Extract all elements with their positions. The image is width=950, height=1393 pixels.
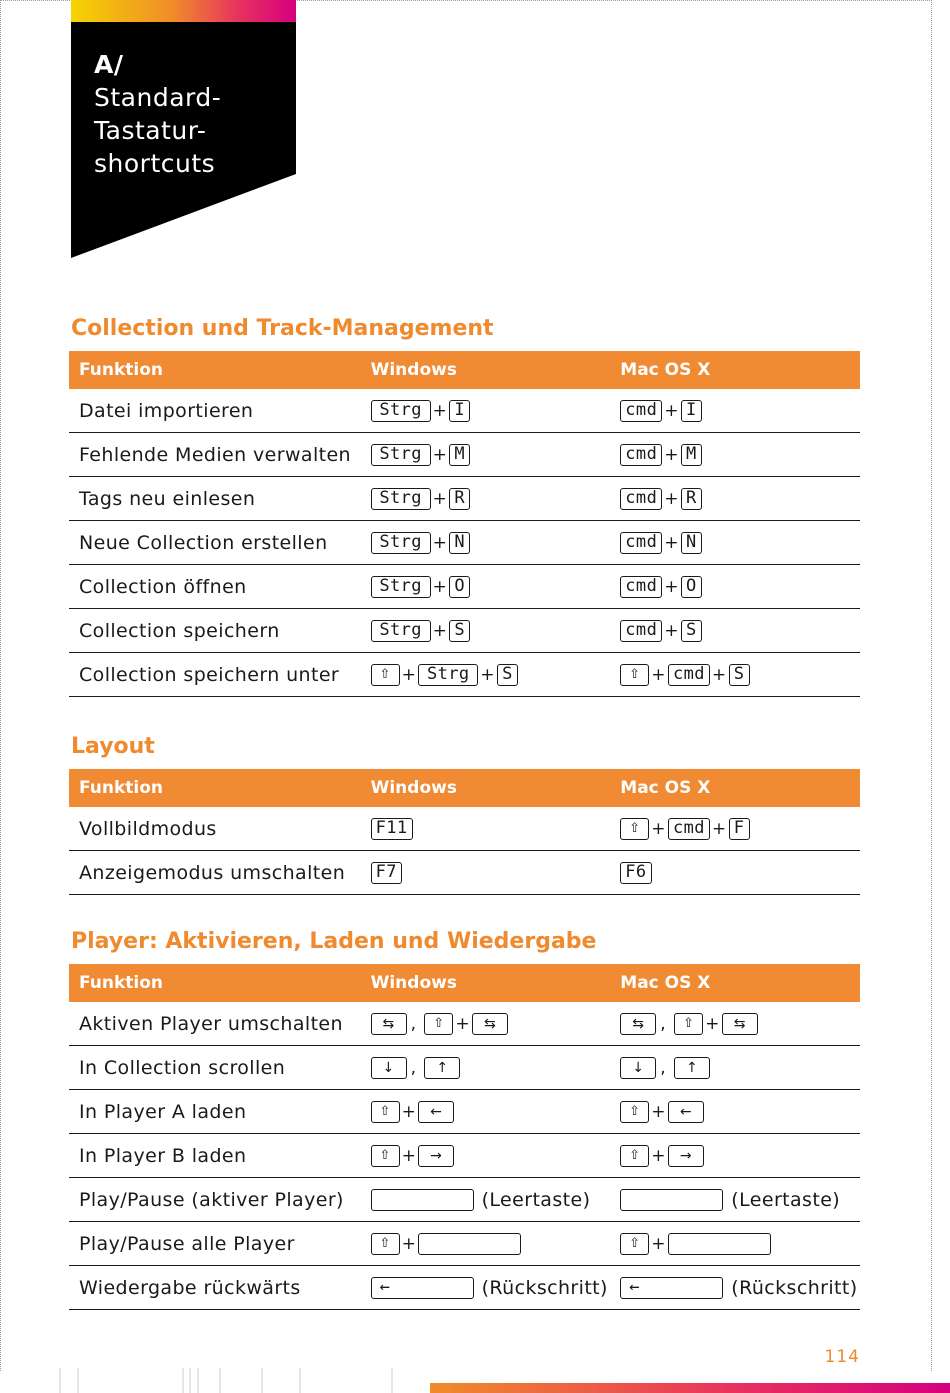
section — [69, 733, 860, 895]
table-row — [69, 433, 860, 477]
keyboard-key: Strg — [371, 400, 431, 422]
keyboard-key: Strg — [371, 444, 431, 466]
chapter-title-line: Standard- — [94, 83, 222, 112]
function-label: Anzeigemodus umschalten — [79, 861, 346, 884]
windows-shortcut — [361, 664, 611, 686]
comma-separator: , — [410, 1013, 417, 1034]
plus-sign: + — [711, 664, 727, 685]
tab-icon: ⇆ — [382, 1015, 395, 1032]
chapter-title — [94, 48, 221, 180]
crop-marks — [0, 1368, 430, 1393]
shift-key — [620, 1101, 649, 1123]
plus-sign: + — [432, 400, 448, 421]
plus-sign: + — [401, 664, 417, 685]
section-title: Collection und Track-Management — [71, 316, 494, 341]
key-note: (Rückschritt) — [481, 1276, 608, 1299]
shift-key — [620, 1233, 649, 1255]
keyboard-key: S — [681, 620, 702, 642]
windows-shortcut — [361, 1101, 611, 1123]
keyboard-key: Strg — [371, 576, 431, 598]
windows-shortcut — [361, 1013, 611, 1035]
shift-icon: ⇧ — [433, 1016, 445, 1031]
function-label: Collection speichern unter — [79, 663, 340, 686]
arrow-key — [668, 1145, 704, 1167]
shift-key — [620, 664, 649, 686]
tab-key — [371, 1013, 407, 1035]
shift-icon: ⇧ — [379, 1148, 391, 1163]
shift-key — [371, 1233, 400, 1255]
function-label: In Collection scrollen — [79, 1056, 286, 1079]
shift-icon: ⇧ — [379, 1104, 391, 1119]
section-title: Player: Aktivieren, Laden und Wiedergabe — [71, 929, 597, 954]
function-label: In Player A laden — [79, 1100, 247, 1123]
keyboard-key: Strg — [371, 488, 431, 510]
chapter-title-line: Tastatur- — [94, 116, 207, 145]
windows-shortcut — [361, 818, 611, 840]
plus-sign: + — [432, 532, 448, 553]
windows-shortcut — [361, 620, 611, 642]
function-label: Aktiven Player umschalten — [79, 1012, 343, 1035]
mac-shortcut — [610, 1013, 860, 1035]
keyboard-key: F7 — [371, 862, 402, 884]
down-arrow-icon: ↓ — [632, 1059, 645, 1076]
keyboard-key: cmd — [668, 664, 710, 686]
mac-shortcut — [610, 1057, 860, 1079]
chapter-letter: A/ — [94, 50, 124, 79]
windows-shortcut — [361, 400, 611, 422]
arrow-key — [418, 1145, 454, 1167]
plus-sign: + — [432, 576, 448, 597]
right-arrow-icon: → — [679, 1147, 693, 1164]
plus-sign: + — [651, 1233, 666, 1254]
mac-shortcut — [610, 400, 860, 422]
column-header-windows: Windows — [370, 973, 457, 993]
section — [69, 928, 860, 1310]
shift-icon: ⇧ — [629, 1236, 641, 1251]
comma-separator: , — [410, 1057, 417, 1078]
plus-sign: + — [705, 1013, 720, 1034]
function-label: Datei importieren — [79, 399, 254, 422]
plus-sign: + — [651, 818, 666, 839]
tab-icon: ⇆ — [483, 1015, 497, 1032]
key-note: (Rückschritt) — [731, 1276, 858, 1299]
keyboard-key: F6 — [620, 862, 651, 884]
plus-sign: + — [432, 620, 448, 641]
left-arrow-icon: ← — [679, 1103, 693, 1120]
keyboard-key: S — [729, 664, 750, 686]
keyboard-key: cmd — [620, 532, 662, 554]
keyboard-key: cmd — [620, 620, 662, 642]
windows-shortcut — [361, 444, 611, 466]
keyboard-key: cmd — [620, 576, 662, 598]
keyboard-key: F — [729, 818, 750, 840]
plus-sign: + — [432, 488, 448, 509]
plus-sign: + — [480, 664, 495, 685]
plus-sign: + — [664, 576, 679, 597]
table-row — [69, 477, 860, 521]
mac-shortcut — [610, 576, 860, 598]
keyboard-key: cmd — [620, 400, 662, 422]
table-row — [69, 1046, 860, 1090]
table-row — [69, 1222, 860, 1266]
table-header — [69, 964, 860, 1002]
function-label: Vollbildmodus — [79, 817, 217, 840]
arrow-key — [371, 1057, 407, 1079]
windows-shortcut — [361, 1145, 611, 1167]
shift-icon: ⇧ — [629, 1104, 641, 1119]
shift-key — [371, 664, 400, 686]
tab-key — [620, 1013, 656, 1035]
space-key — [668, 1233, 771, 1255]
function-label: Wiedergabe rückwärts — [79, 1276, 301, 1299]
function-label: Play/Pause alle Player — [79, 1232, 295, 1255]
left-arrow-icon: ← — [379, 1277, 391, 1297]
keyboard-key: I — [449, 400, 470, 422]
plus-sign: + — [651, 664, 666, 685]
shift-icon: ⇧ — [629, 821, 641, 836]
table-row — [69, 609, 860, 653]
column-header-windows: Windows — [370, 778, 457, 798]
keyboard-key: R — [449, 488, 470, 510]
keyboard-key: S — [449, 620, 470, 642]
mac-shortcut — [610, 1189, 860, 1211]
plus-sign: + — [455, 1013, 471, 1034]
keyboard-key: Strg — [371, 532, 431, 554]
bottom-gradient-bar — [430, 1383, 950, 1393]
mac-shortcut — [610, 444, 860, 466]
mac-shortcut — [610, 1277, 860, 1299]
section-title: Layout — [71, 734, 155, 759]
up-arrow-icon: ↑ — [436, 1059, 449, 1076]
space-key — [620, 1189, 723, 1211]
shift-icon: ⇧ — [682, 1016, 695, 1031]
key-note: (Leertaste) — [481, 1188, 591, 1211]
shift-icon: ⇧ — [379, 667, 391, 682]
plus-sign: + — [711, 818, 727, 839]
comma-separator: , — [660, 1057, 667, 1078]
keyboard-key: Strg — [418, 664, 478, 686]
arrow-key — [424, 1057, 460, 1079]
plus-sign: + — [401, 1233, 417, 1254]
page-number: 114 — [824, 1347, 860, 1367]
table-row — [69, 851, 860, 895]
plus-sign: + — [664, 444, 679, 465]
column-header-funktion: Funktion — [79, 360, 164, 380]
table-row — [69, 565, 860, 609]
shift-key — [371, 1145, 400, 1167]
windows-shortcut — [361, 532, 611, 554]
table-row — [69, 1002, 860, 1046]
keyboard-key: N — [681, 532, 702, 554]
column-header-windows: Windows — [370, 360, 457, 380]
table-row — [69, 807, 860, 851]
tab-icon: ⇆ — [632, 1015, 645, 1032]
arrow-key — [674, 1057, 710, 1079]
table-header — [69, 351, 860, 389]
table-header — [69, 769, 860, 807]
comma-separator: , — [660, 1013, 667, 1034]
space-key — [371, 1189, 474, 1211]
mac-shortcut — [610, 532, 860, 554]
mac-shortcut — [610, 664, 860, 686]
mac-shortcut — [610, 1101, 860, 1123]
mac-shortcut — [610, 862, 860, 884]
plus-sign: + — [401, 1145, 417, 1166]
mac-shortcut — [610, 620, 860, 642]
mac-shortcut — [610, 488, 860, 510]
keyboard-key: S — [497, 664, 518, 686]
mac-shortcut — [610, 1145, 860, 1167]
keyboard-key: M — [449, 444, 470, 466]
windows-shortcut — [361, 1057, 611, 1079]
table-row — [69, 521, 860, 565]
left-arrow-icon: ← — [629, 1277, 640, 1297]
function-label: Collection öffnen — [79, 575, 247, 598]
column-header-mac: Mac OS X — [620, 778, 711, 798]
keyboard-key: N — [449, 532, 470, 554]
arrow-key — [620, 1057, 656, 1079]
keyboard-key: Strg — [371, 620, 431, 642]
function-label: Neue Collection erstellen — [79, 531, 328, 554]
plus-sign: + — [651, 1101, 666, 1122]
tab-key — [472, 1013, 508, 1035]
table-row — [69, 389, 860, 433]
table-row — [69, 1178, 860, 1222]
keyboard-key: O — [449, 576, 470, 598]
windows-shortcut — [361, 1277, 611, 1299]
column-header-funktion: Funktion — [79, 778, 164, 798]
windows-shortcut — [361, 576, 611, 598]
column-header-mac: Mac OS X — [620, 973, 711, 993]
backspace-key — [620, 1277, 723, 1299]
mac-shortcut — [610, 818, 860, 840]
shift-key — [620, 818, 649, 840]
keyboard-key: M — [681, 444, 702, 466]
windows-shortcut — [361, 1189, 611, 1211]
shift-key — [620, 1145, 649, 1167]
shift-key — [371, 1101, 400, 1123]
left-arrow-icon: ← — [430, 1103, 443, 1120]
keyboard-key: O — [681, 576, 702, 598]
tab-key — [722, 1013, 758, 1035]
plus-sign: + — [651, 1145, 666, 1166]
keyboard-key: F11 — [371, 818, 413, 840]
arrow-key — [418, 1101, 454, 1123]
shift-key — [424, 1013, 453, 1035]
shift-key — [674, 1013, 703, 1035]
section — [69, 315, 860, 697]
plus-sign: + — [432, 444, 448, 465]
backspace-key — [371, 1277, 474, 1299]
tab-icon: ⇆ — [733, 1015, 746, 1032]
table-row — [69, 653, 860, 697]
function-label: Play/Pause (aktiver Player) — [79, 1188, 344, 1211]
space-key — [418, 1233, 521, 1255]
windows-shortcut — [361, 1233, 611, 1255]
column-header-funktion: Funktion — [79, 973, 164, 993]
column-header-mac: Mac OS X — [620, 360, 711, 380]
right-arrow-icon: → — [430, 1147, 443, 1164]
table-row — [69, 1090, 860, 1134]
function-label: Fehlende Medien verwalten — [79, 443, 352, 466]
keyboard-key: cmd — [668, 818, 710, 840]
chapter-title-line: shortcuts — [94, 149, 216, 178]
keyboard-key: cmd — [620, 488, 662, 510]
keyboard-key: I — [681, 400, 702, 422]
mac-shortcut — [610, 1233, 860, 1255]
function-label: Tags neu einlesen — [79, 487, 256, 510]
windows-shortcut — [361, 488, 611, 510]
chapter-tab — [71, 0, 296, 258]
down-arrow-icon: ↓ — [382, 1059, 395, 1076]
up-arrow-icon: ↑ — [686, 1059, 699, 1076]
plus-sign: + — [664, 620, 679, 641]
shift-icon: ⇧ — [629, 667, 641, 682]
plus-sign: + — [664, 532, 679, 553]
plus-sign: + — [664, 400, 679, 421]
chapter-gradient-bar — [71, 0, 296, 22]
table-row — [69, 1134, 860, 1178]
shift-icon: ⇧ — [379, 1236, 391, 1251]
arrow-key — [668, 1101, 704, 1123]
plus-sign: + — [664, 488, 679, 509]
plus-sign: + — [401, 1101, 417, 1122]
keyboard-key: cmd — [620, 444, 662, 466]
function-label: Collection speichern — [79, 619, 280, 642]
function-label: In Player B laden — [79, 1144, 247, 1167]
table-row — [69, 1266, 860, 1310]
windows-shortcut — [361, 862, 611, 884]
shift-icon: ⇧ — [629, 1148, 641, 1163]
key-note: (Leertaste) — [731, 1188, 841, 1211]
keyboard-key: R — [681, 488, 702, 510]
